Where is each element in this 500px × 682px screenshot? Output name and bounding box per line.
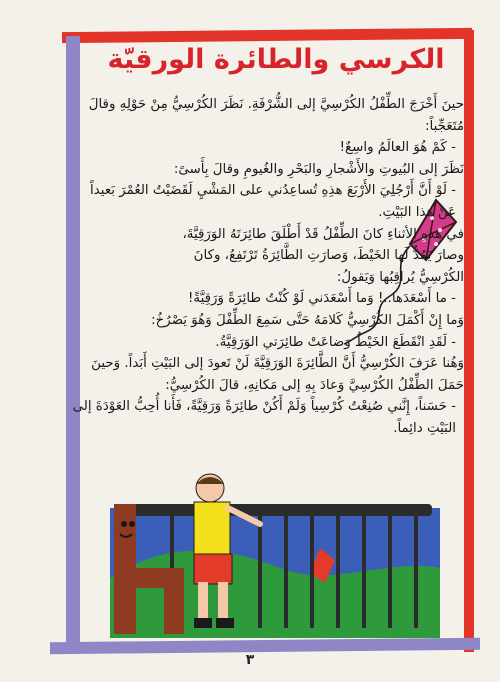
frame-right-border [464, 30, 474, 652]
balcony-rail [116, 504, 432, 516]
story-line: - لَوْ أَنَّ أَرْجُلِيَ الأَرْبَعَ هذِهِ تُساعِدُني على المَشْيِ لَقَضَيْتُ العُمْرَ بَعيداً عَنْ هذا البَيْتِ. [90, 183, 456, 220]
story-line: وَهُنا عَرَفَ الكُرْسِيُّ أَنَّ الطَّائِرَةَ الوَرَقِيَّةَ لَنْ تَعودَ إلى البَيْتِ أَبَداً. وَحينَ حَمَلَ الطِّفْلُ الكُرْسِيَّ وَعادَ بِهِ إلى مَكانِهِ، قالَ الكُرْسِيُّ: [91, 356, 464, 393]
story-line: وَما إِنْ أَكْمَلَ الكُرْسِيُّ كَلامَهُ حَتَّى سَمِعَ الطِّفْلَ وَهُوَ يَصْرُخُ: [151, 312, 464, 328]
story-text [72, 94, 464, 440]
page-number: ٣ [245, 652, 255, 668]
story-line: نَظَرَ إلى البُيوتِ والأَشْجارِ والبَحْرِ والغُيومِ وقالَ بِأَسىً: [173, 161, 464, 177]
page-title: الكرسي والطائرة الورقيّة [107, 44, 445, 75]
story-line: - كَمْ هُوَ العالَمُ واسِعٌ! [339, 140, 456, 156]
story-line: - حَسَناً، إِنَّني صُنِعْتُ كُرْسِياً وَلَمْ أَكُنْ طائِرَةً وَرَقِيَّةً، فَأَنا أُحِبُّ العَوْدَةَ إلى البَيْتِ دائِماً. [72, 399, 456, 436]
story-line: - ما أَسْعَدَها..! وَما أَسْعَدَني لَوْ كُنْتُ طائِرَةً وَرَقِيَّةً! [188, 291, 456, 307]
frame-top-border [62, 28, 472, 43]
story-line: حينَ أَخْرَجَ الطِّفْلُ الكُرْسِيَّ إلى الشُّرْفَةِ. نَظَرَ الكُرْسِيُّ مِنْ حَوْلِهِ وقالَ مُتَعَجِّباً: [88, 97, 464, 134]
story-line: في هذهِ الأثناءِ كانَ الطِّفْلُ قَدْ أَطْلَقَ طائِرَتَهُ الوَرَقِيَّةَ، وصارَ يَمُدُّ لَها الخَيْطَ، وَصارَتِ الطَّائِرَةُ تَرْتَفِعُ، وكانَ الكُرْسِيُّ يُراقِبُها وَيَقولُ: [182, 226, 464, 285]
balcony-illustration [110, 468, 440, 638]
story-line: - لَقَدِ انْقَطَعَ الخَيْطُ وَضاعَتْ طائِرَتي الوَرَقِيَّةُ. [215, 334, 456, 350]
